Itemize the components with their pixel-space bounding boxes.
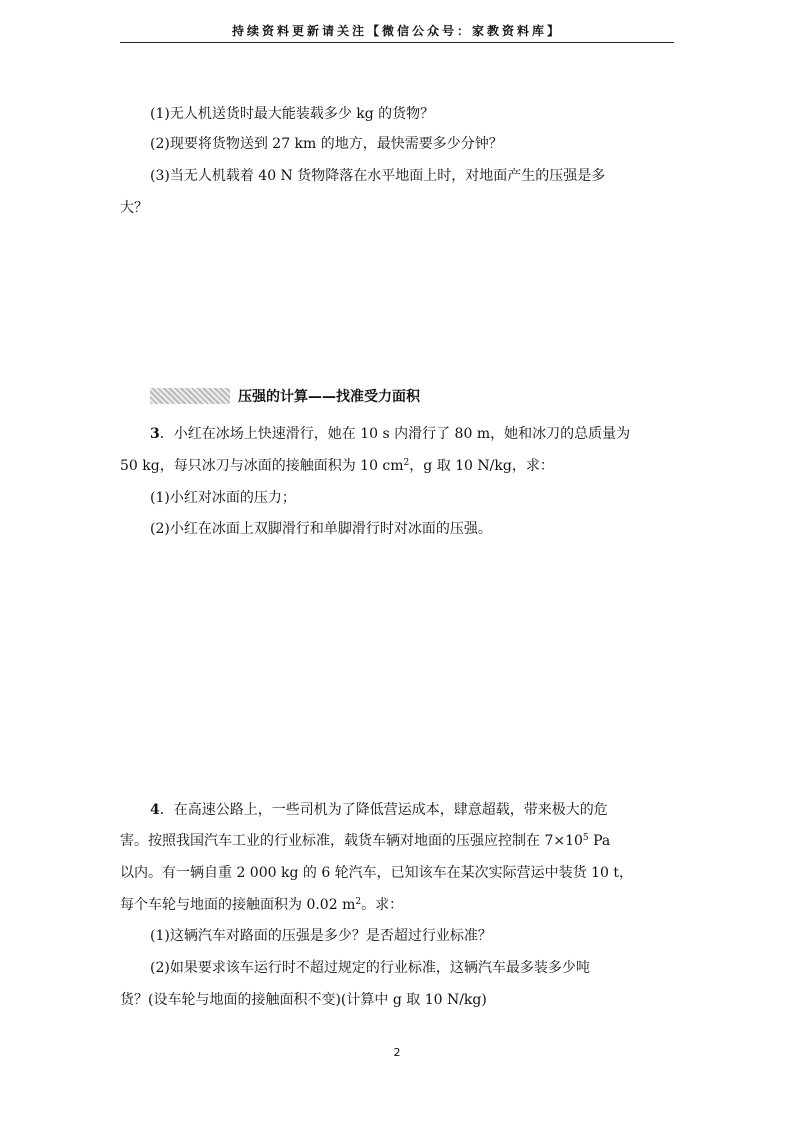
q4-line2 — [120, 831, 610, 851]
section-badge-icon — [150, 388, 230, 404]
q4-number: 4 — [150, 802, 160, 818]
q3-part2: (2)小红在冰面上双脚滑行和单脚滑行时对冰面的压强。 — [150, 521, 492, 537]
q3-line1 — [150, 424, 630, 444]
q3-line2-b: ，g 取 10 N/kg，求： — [409, 458, 554, 474]
q3-number: 3 — [150, 426, 160, 442]
q4-line2-b: Pa — [588, 833, 611, 849]
q3-line2-sup: 2 — [403, 458, 410, 468]
q4-line2-a: 害。按照我国汽车工业的行业标准，载货车辆对地面的压强应控制在 7×10 — [120, 833, 583, 849]
q4-line3: 以内。有一辆自重 2 000 kg 的 6 轮汽车，已知该车在某次实际营运中装货 10 t， — [120, 865, 634, 881]
q2-part2: (2)现要将货物送到 27 km 的地方，最快需要多少分钟？ — [150, 136, 503, 152]
q3-part1: (1)小红对冰面的压力； — [150, 490, 296, 506]
q4-part2-line1: (2)如果要求该车运行时不超过规定的行业标准，这辆汽车最多装多少吨 — [150, 960, 590, 976]
header-divider — [120, 42, 674, 43]
q4-line1 — [150, 800, 608, 820]
section-title: 压强的计算——找准受力面积 — [238, 389, 420, 405]
q2-part3-line1: (3)当无人机载着 40 N 货物降落在水平地面上时，对地面产生的压强是多 — [150, 168, 606, 184]
q4-line1-text: ．在高速公路上，一些司机为了降低营运成本，肆意超载，带来极大的危 — [159, 802, 608, 818]
section-heading — [150, 386, 420, 406]
q4-line4 — [120, 895, 403, 915]
q4-line4-b: 。求： — [361, 897, 404, 913]
q4-line2-sup: 5 — [582, 833, 589, 843]
q4-part2-line2: 货？(设车轮与地面的接触面积不变)(计算中 g 取 10 N/kg) — [120, 992, 487, 1008]
q3-line2 — [120, 456, 554, 476]
page-header: 持续资料更新请关注【微信公众号：家教资料库】 — [231, 24, 562, 38]
q2-part1: (1)无人机送货时最大能装载多少 kg 的货物？ — [150, 106, 435, 122]
q4-part1: (1)这辆汽车对路面的压强是多少？是否超过行业标准？ — [150, 928, 492, 944]
q3-line2-a: 50 kg，每只冰刀与冰面的接触面积为 10 cm — [120, 458, 404, 474]
q4-line4-a: 每个车轮与地面的接触面积为 0.02 m — [120, 897, 356, 913]
q3-line1-text: ．小红在冰场上快速滑行，她在 10 s 内滑行了 80 m，她和冰刀的总质量为 — [159, 426, 631, 442]
q2-part3-line2: 大？ — [120, 200, 148, 216]
q4-line4-sup: 2 — [355, 897, 362, 907]
page-number: 2 — [393, 1046, 401, 1059]
